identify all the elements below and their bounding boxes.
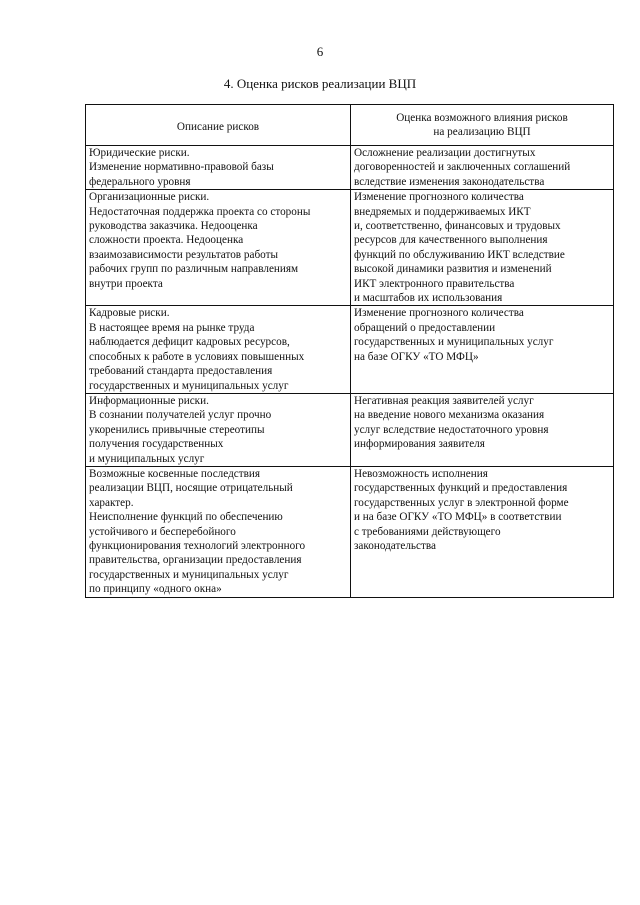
table-row (86, 306, 614, 393)
risk-description-cell: Кадровые риски. В настоящее время на рынке труда наблюдается дефицит кадровых ресурсов, способных к работе в условиях повышенных требований стандарта предоставления государственных и муниципальных услуг (86, 306, 351, 393)
page-number: 6 (316, 44, 324, 59)
risk-description-cell: Организационные риски. Недостаточная поддержка проекта со стороны руководства заказчика. Недооценка сложности проекта. Недооценка взаимозависимости результатов работы рабочих групп по различным направлениям внутри проекта (86, 190, 351, 306)
risk-description-cell: Возможные косвенные последствия реализации ВЦП, носящие отрицательный характер. Неисполнение функций по обеспечению устойчивого и бесперебойного функционирования технологий электронного правительства, организации предоставления государственных и муниципальных услуг по принципу «одного окна» (86, 466, 351, 597)
risk-impact-cell: Изменение прогнозного количества внедряемых и поддерживаемых ИКТ и, соответственно, финансовых и трудовых ресурсов для качественного выполнения функций по обслуживанию ИКТ вследствие высокой динамики развития и изменений ИКТ электронного правительства и масштабов их использования (351, 190, 614, 306)
risk-impact-cell: Негативная реакция заявителей услуг на введение нового механизма оказания услуг вследствие недостаточного уровня информирования заявителя (351, 393, 614, 466)
table-header-row (86, 105, 614, 146)
risk-impact-cell: Невозможность исполнения государственных функций и предоставления государственных услуг в электронной форме и на базе ОГКУ «ТО МФЦ» в соответствии с требованиями действующего законодательства (351, 466, 614, 597)
table-row (86, 466, 614, 597)
risk-impact-cell: Осложнение реализации достигнутых договоренностей и заключенных соглашений вследствие изменения законодательства (351, 146, 614, 190)
risk-description-cell: Юридические риски. Изменение нормативно-правовой базы федерального уровня (86, 146, 351, 190)
risk-assessment-table (85, 104, 614, 598)
column-header-description: Описание рисков (86, 105, 351, 146)
column-header-impact: Оценка возможного влияния рисков на реализацию ВЦП (351, 105, 614, 146)
risk-description-cell: Информационные риски. В сознании получателей услуг прочно укоренились привычные стереотипы получения государственных и муниципальных услуг (86, 393, 351, 466)
table-row (86, 146, 614, 190)
table-row (86, 393, 614, 466)
table-row (86, 190, 614, 306)
risk-impact-cell: Изменение прогнозного количества обращений о предоставлении государственных и муниципальных услуг на базе ОГКУ «ТО МФЦ» (351, 306, 614, 393)
section-title: 4. Оценка рисков реализации ВЦП (223, 76, 417, 91)
